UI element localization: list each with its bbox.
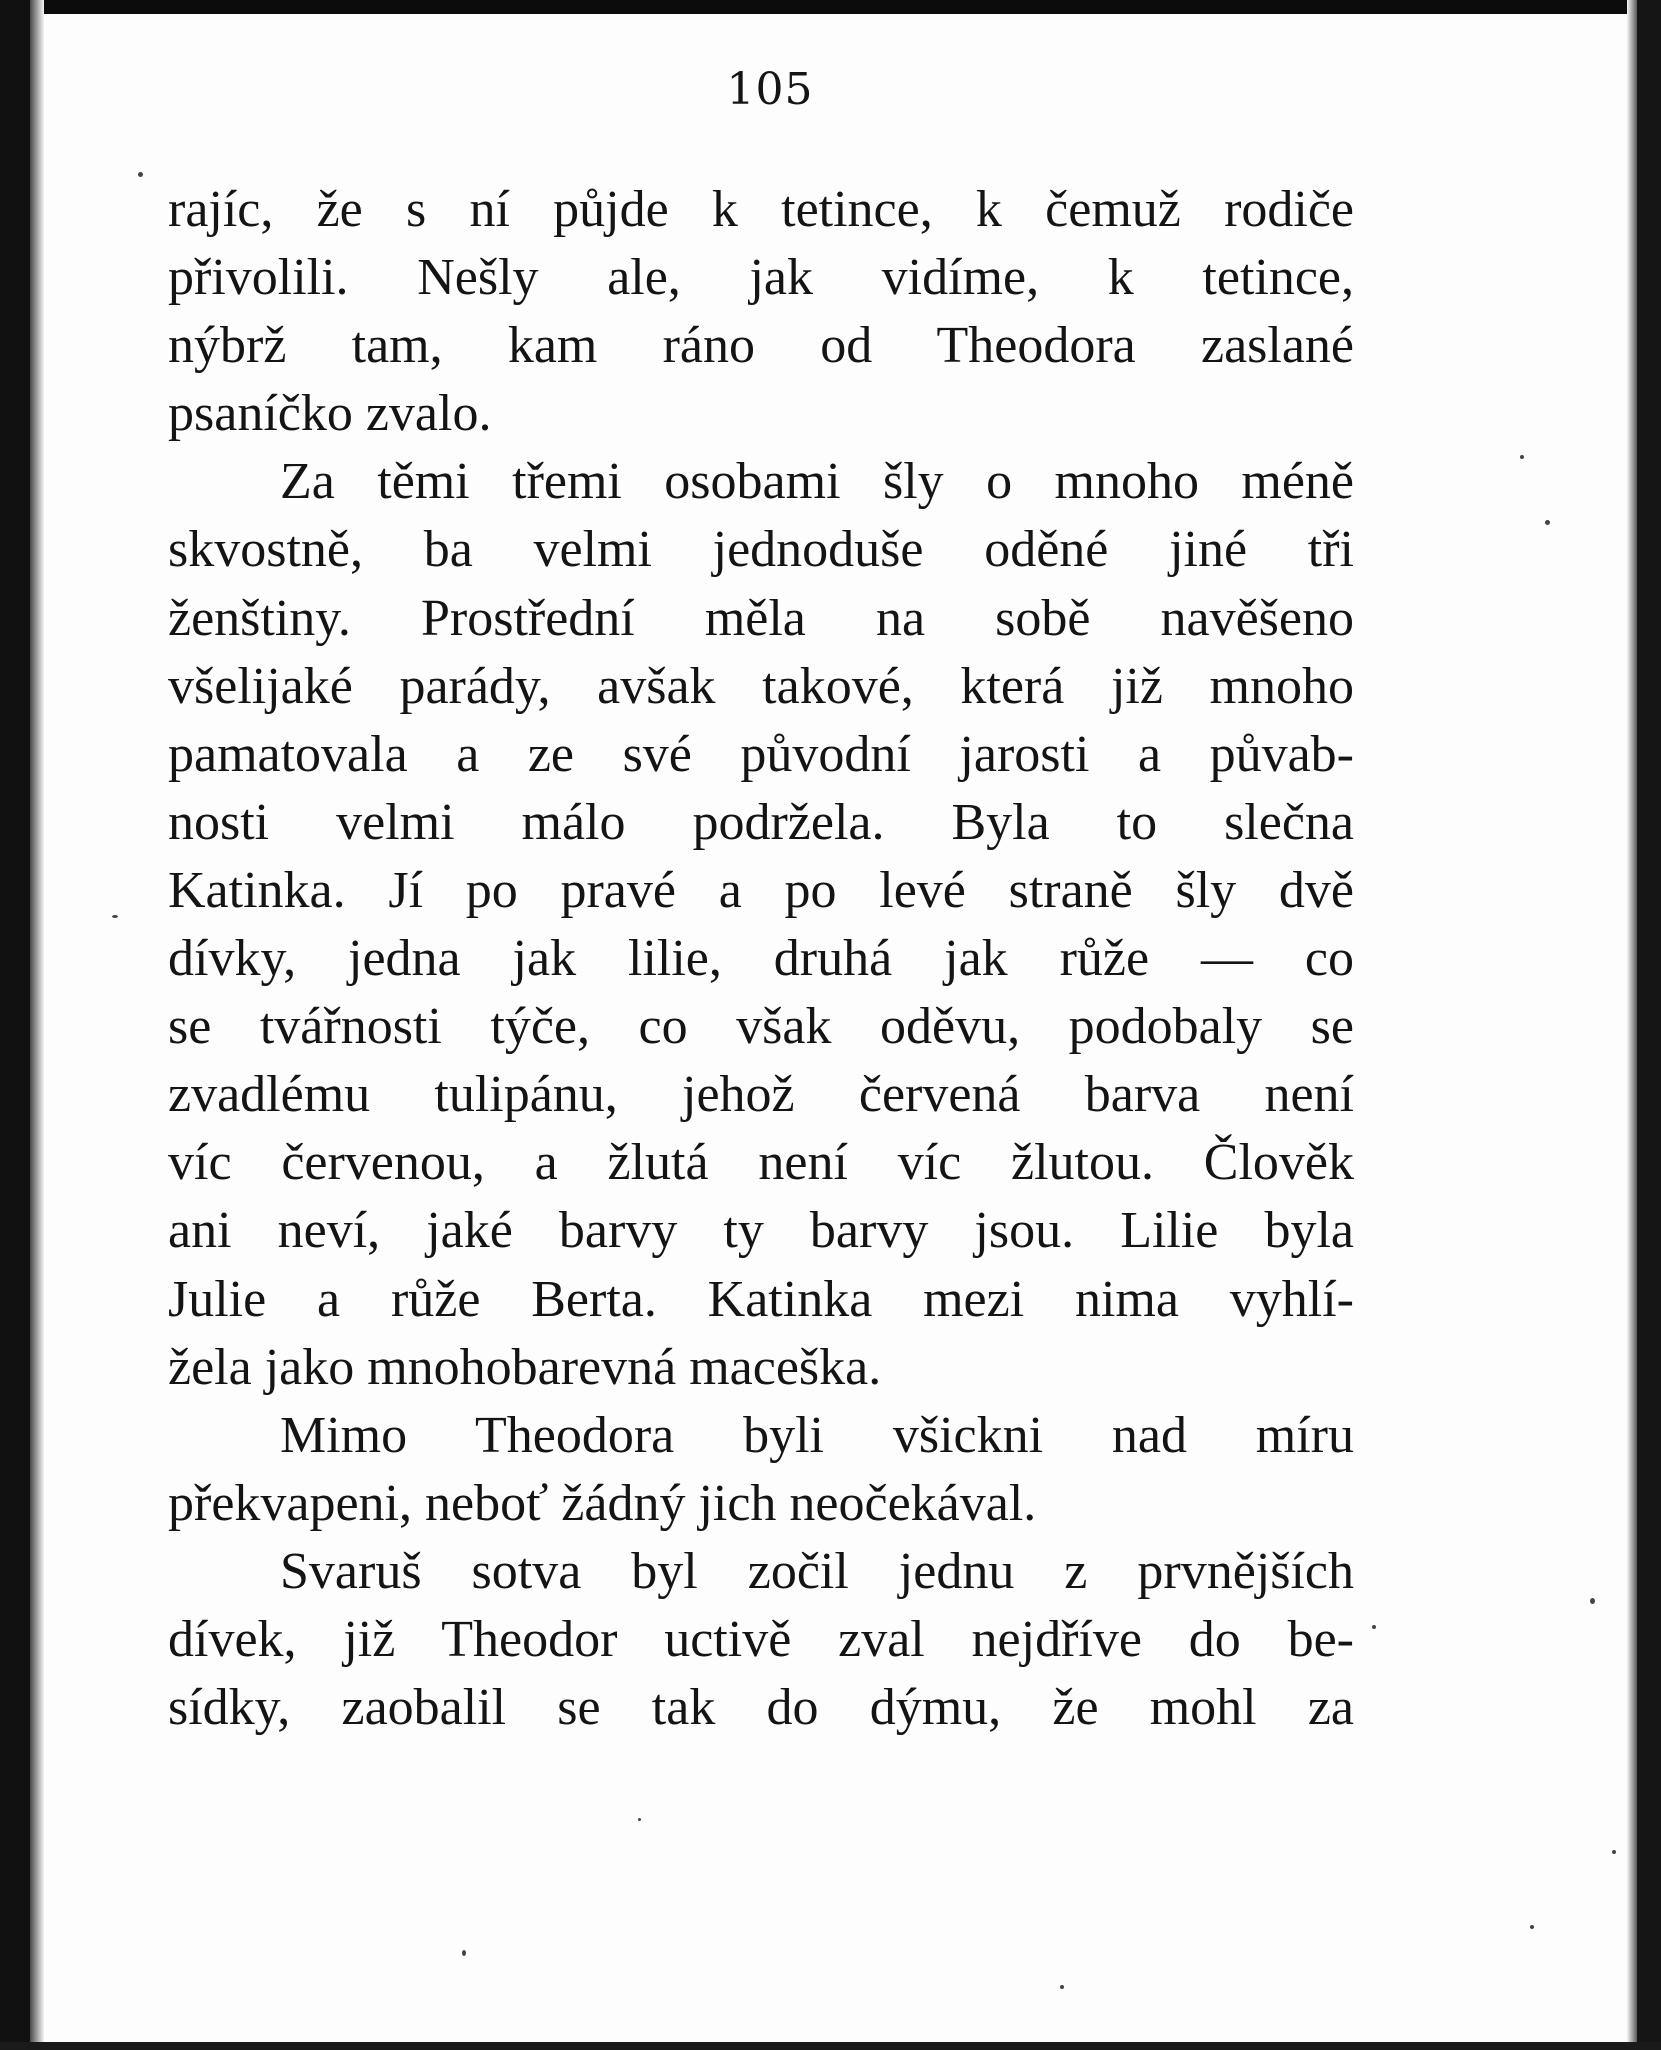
- text-line: žela jako mnohobarevná maceška.: [168, 1338, 882, 1396]
- paragraph-start-line: Mimo Theodora byli všickni nad míru: [280, 1406, 1354, 1464]
- text-line: psaníčko zvalo.: [168, 385, 492, 443]
- scan-speck: [1530, 1925, 1534, 1929]
- scan-speck: [1545, 520, 1550, 525]
- text-line: se tvářnosti týče, co však oděvu, podobaly se: [168, 998, 1354, 1056]
- text-line: Katinka. Jí po pravé a po levé straně šly dvě: [168, 861, 1354, 919]
- text-line: dívek, již Theodor uctivě zval nejdříve do be-: [168, 1610, 1354, 1668]
- text-line: překvapeni, neboť žádný jich neočekával.: [168, 1474, 1037, 1532]
- text-line: přivolili. Nešly ale, jak vidíme, k tetince,: [168, 249, 1354, 307]
- text-line: Julie a růže Berta. Katinka mezi nima vyhlí-: [168, 1270, 1354, 1328]
- text-line: všelijaké parády, avšak takové, která již mnoho: [168, 657, 1354, 715]
- scan-speck: [462, 1950, 466, 1956]
- scan-border-left-shadow: [30, 0, 44, 2050]
- text-line: zvadlému tulipánu, jehož červená barva není: [168, 1066, 1354, 1124]
- scan-speck: [138, 172, 143, 177]
- text-line: ženštiny. Prostřední měla na sobě navěšeno: [168, 589, 1354, 647]
- scan-speck: [1372, 1625, 1376, 1629]
- scan-border-left: [0, 0, 30, 2050]
- scan-speck: [112, 915, 118, 918]
- paragraph-start-line: Za těmi třemi osobami šly o mnoho méně: [280, 453, 1354, 511]
- text-line: pamatovala a ze své původní jarosti a půvab-: [168, 725, 1354, 783]
- scan-speck: [1590, 1598, 1595, 1604]
- text-line: ani neví, jaké barvy ty barvy jsou. Lilie byla: [168, 1202, 1354, 1260]
- text-line: nýbrž tam, kam ráno od Theodora zaslané: [168, 317, 1354, 375]
- text-line: víc červenou, a žlutá není víc žlutou. Člověk: [168, 1134, 1354, 1192]
- scan-speck: [1060, 1985, 1064, 1989]
- text-line: rajíc, že s ní půjde k tetince, k čemuž rodiče: [168, 181, 1354, 238]
- page-number: 105: [726, 64, 814, 115]
- scan-border-right: [1637, 0, 1661, 2050]
- text-line: skvostně, ba velmi jednoduše oděné jiné tři: [168, 521, 1354, 579]
- text-line: dívky, jedna jak lilie, druhá jak růže — co: [168, 930, 1354, 988]
- body-text: [168, 176, 1354, 1742]
- paragraph-start-line: Svaruš sotva byl zočil jednu z prvnějších: [280, 1542, 1354, 1600]
- text-line: sídky, zaobalil se tak do dýmu, že mohl za: [168, 1679, 1354, 1737]
- scan-speck: [638, 1818, 641, 1821]
- scan-border-right-shadow: [1627, 0, 1637, 2050]
- text-line: nosti velmi málo podržela. Byla to slečna: [168, 793, 1354, 851]
- scan-border-bottom: [0, 2042, 1661, 2050]
- scan-speck: [1612, 1850, 1616, 1854]
- scan-speck: [1520, 455, 1524, 459]
- scan-border-top: [0, 0, 1661, 14]
